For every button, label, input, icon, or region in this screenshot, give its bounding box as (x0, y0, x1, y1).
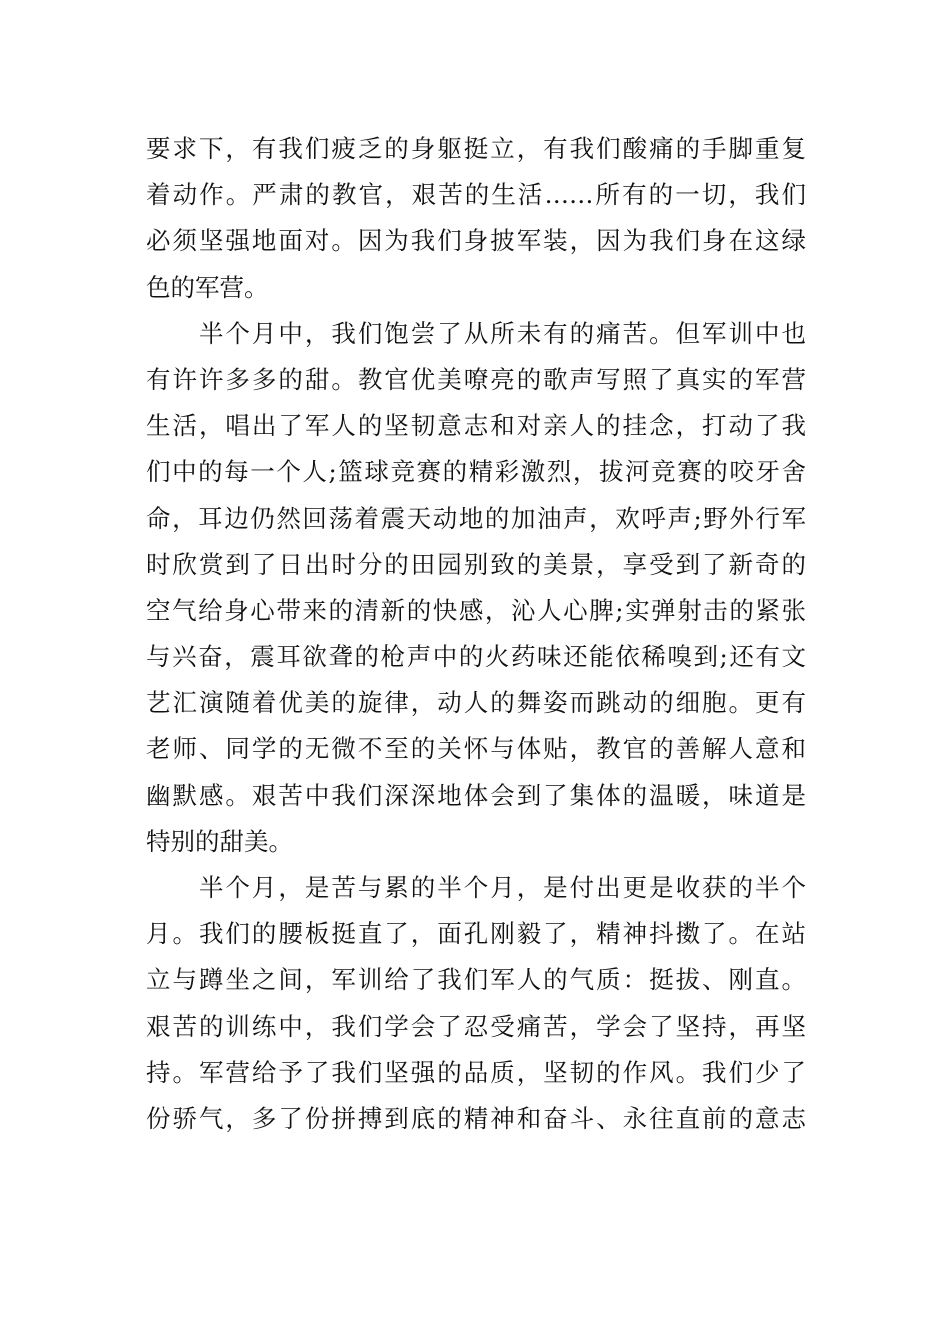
text-line: 命，耳边仍然回荡着震天动地的加油声，欢呼声;野外行军 (146, 503, 806, 533)
text-line: 份骄气，多了份拼搏到底的精神和奋斗、永往直前的意志 (146, 1103, 806, 1133)
text-line: 老师、同学的无微不至的关怀与体贴，教官的善解人意和 (146, 734, 806, 764)
text-line: 立与蹲坐之间，军训给了我们军人的气质：挺拔、刚直。 (146, 965, 806, 995)
text-line: 着动作。严肃的教官，艰苦的生活……所有的一切，我们 (146, 180, 806, 210)
text-line: 月。我们的腰板挺直了，面孔刚毅了，精神抖擞了。在站 (146, 919, 806, 949)
text-line: 时欣赏到了日出时分的田园别致的美景，享受到了新奇的 (146, 549, 806, 579)
text-line: 必须坚强地面对。因为我们身披军装，因为我们身在这绿 (146, 226, 806, 256)
text-line: 持。军营给予了我们坚强的品质，坚韧的作风。我们少了 (146, 1057, 806, 1087)
text-line: 半个月，是苦与累的半个月，是付出更是收获的半个 (146, 873, 806, 902)
text-line: 有许许多多的甜。教官优美嘹亮的歌声写照了真实的军营 (146, 364, 806, 394)
text-line: 与兴奋，震耳欲聋的枪声中的火药味还能依稀嗅到;还有文 (146, 642, 806, 672)
text-line: 们中的每一个人;篮球竞赛的精彩激烈，拔河竞赛的咬牙舍 (146, 457, 806, 487)
text-line: 特别的甜美。 (146, 826, 293, 856)
text-line: 要求下，有我们疲乏的身躯挺立，有我们酸痛的手脚重复 (146, 134, 806, 163)
text-line: 空气给身心带来的清新的快感，沁人心脾;实弹射击的紧张 (146, 595, 806, 625)
text-line: 艺汇演随着优美的旋律，动人的舞姿而跳动的细胞。更有 (146, 688, 806, 718)
text-line: 半个月中，我们饱尝了从所未有的痛苦。但军训中也 (146, 318, 806, 348)
text-line: 色的军营。 (146, 272, 269, 302)
body-text (146, 126, 806, 1142)
text-line: 幽默感。艰苦中我们深深地体会到了集体的温暖，味道是 (146, 780, 806, 810)
text-line: 艰苦的训练中，我们学会了忍受痛苦，学会了坚持，再坚 (146, 1011, 806, 1041)
text-line: 生活，唱出了军人的坚韧意志和对亲人的挂念，打动了我 (146, 411, 806, 441)
